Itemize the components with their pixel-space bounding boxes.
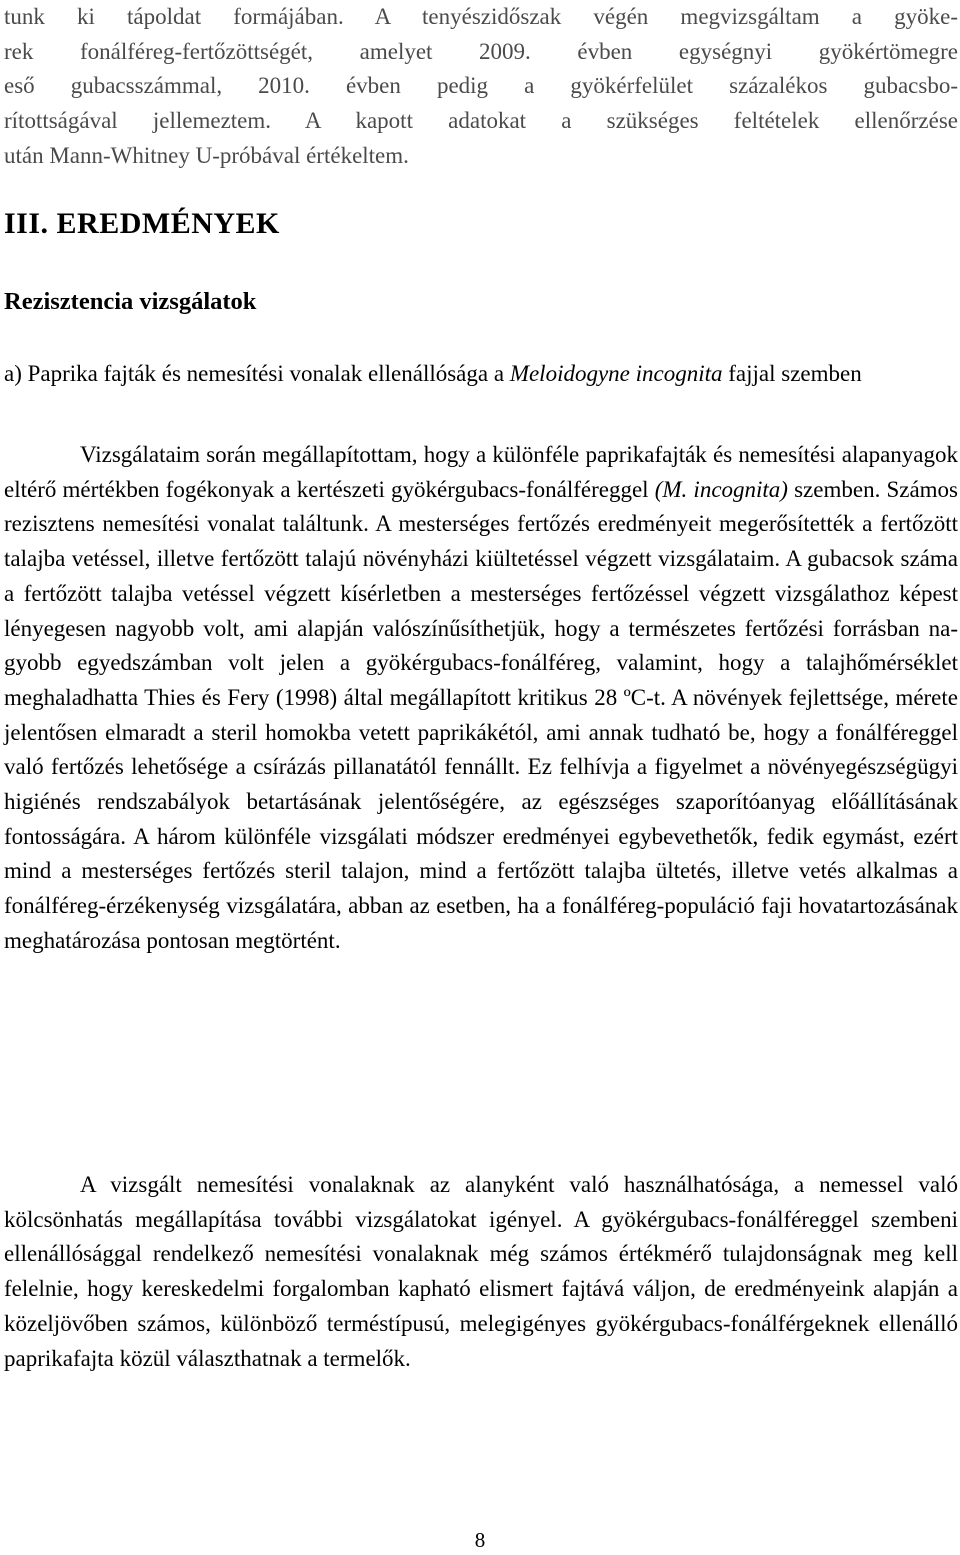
subsection-title xyxy=(4,357,958,392)
intro-paragraph xyxy=(4,0,958,174)
page-number: 8 xyxy=(474,1528,486,1552)
subsection-text-after: fajjal szemben xyxy=(722,361,862,386)
intro-line: rek fonálféreg-fertőzöttségét, amelyet 2009. évben egységnyi gyökértömegre xyxy=(4,38,958,64)
paragraph1-part1: Vizsgálataim során megállapítottam, hogy a különféle paprikafajták és nemesítési alapanyagok eltérő mértékben fogékonyak a kertészeti gyökérgubacs-fonálféreggel xyxy=(4,442,958,502)
subsection-text-before: a) Paprika fajták és nemesítési vonalak ellenállósága a xyxy=(4,361,510,386)
paragraph1-part2: szemben. Számos rezisztens nemesítési vonalat találtunk. A mesterséges fertőzés eredményeit megerősítették a fertőzött talajba vetéssel, illetve fertőzött talajú növényházi kiültetéssel végzett vizsgálataim. A gubacsok száma a fertőzött talajba vetéssel végzett kísérletben a mesterséges fertőzéssel végzett vizsgálathoz képest lényegesen nagyobb volt, ami alapján valószínűsíthetjük, hogy a természetes fertőzési forrásban nagyobb egyedszámban volt jelen a gyökérgubacs-fonálféreg, valamint, hogy a talajhőmérséklet meghaladhatta Thies és Fery (1998) által megállapított kritikus 28 ºC-t. A növények fejlettsége, mérete jelentősen elmaradt a steril homokba vetett paprikákétól, ami annak tudható be, hogy a fonálféreggel való fertőzés lehetősége a csírázás pillanatától fennállt. Ez felhívja a figyelmet a növényegészségügyi higiénés rendszabályok betartásának jelentőségére, az egészséges szaporítóanyag előállításának fontosságára. A három különféle vizsgálati módszer eredményei egybevethetők, fedik egymást, ezért mind a mesterséges fertőzés steril talajon, mind a fertőzött talajba ültetés, illetve vetés alkalmas a fonálféreg-érzékenység vizsgálatára, abban az esetben, ha a fonálféreg-populáció faji hovatartozásának meghatározása pontosan megtörtént. xyxy=(4,476,959,953)
section-heading: Rezisztencia vizsgálatok xyxy=(4,288,257,315)
intro-line: eső gubacsszámmal, 2010. évben pedig a gyökérfelület százalékos gubacsbo- xyxy=(4,73,958,99)
chapter-heading: III. EREDMÉNYEK xyxy=(4,207,280,240)
paragraph1-species: (M. incognita) xyxy=(654,476,788,502)
results-paragraph-2: A vizsgált nemesítési vonalaknak az alanyként való használhatósága, a nemessel való kölcsönhatás megállapítása további vizsgálatokat igényel. A gyökérgubacs-fonálféreggel szembeni ellenállósággal rendelkező nemesítési vonalaknak még számos értékmérő tulajdonságnak meg kell felelnie, hogy kereskedelmi forgalomban kapható elismert fajtává váljon, de eredményeink alapján a közeljövőben számos, különböző terméstípusú, melegigényes gyökérgubacs-fonálférgeknek ellenálló paprikafajta közül választhatnak a termelők. xyxy=(4,1172,958,1371)
results-paragraph-1 xyxy=(4,438,958,959)
subsection-species: Meloidogyne incognita xyxy=(509,361,723,386)
intro-line: rítottságával jellemeztem. A kapott adatokat a szükséges feltételek ellenőrzése xyxy=(4,108,958,134)
intro-line: tunk ki tápoldat formájában. A tenyészidőszak végén megvizsgáltam a gyöke- xyxy=(4,4,958,29)
intro-line: után Mann-Whitney U-próbával értékeltem. xyxy=(4,142,409,168)
